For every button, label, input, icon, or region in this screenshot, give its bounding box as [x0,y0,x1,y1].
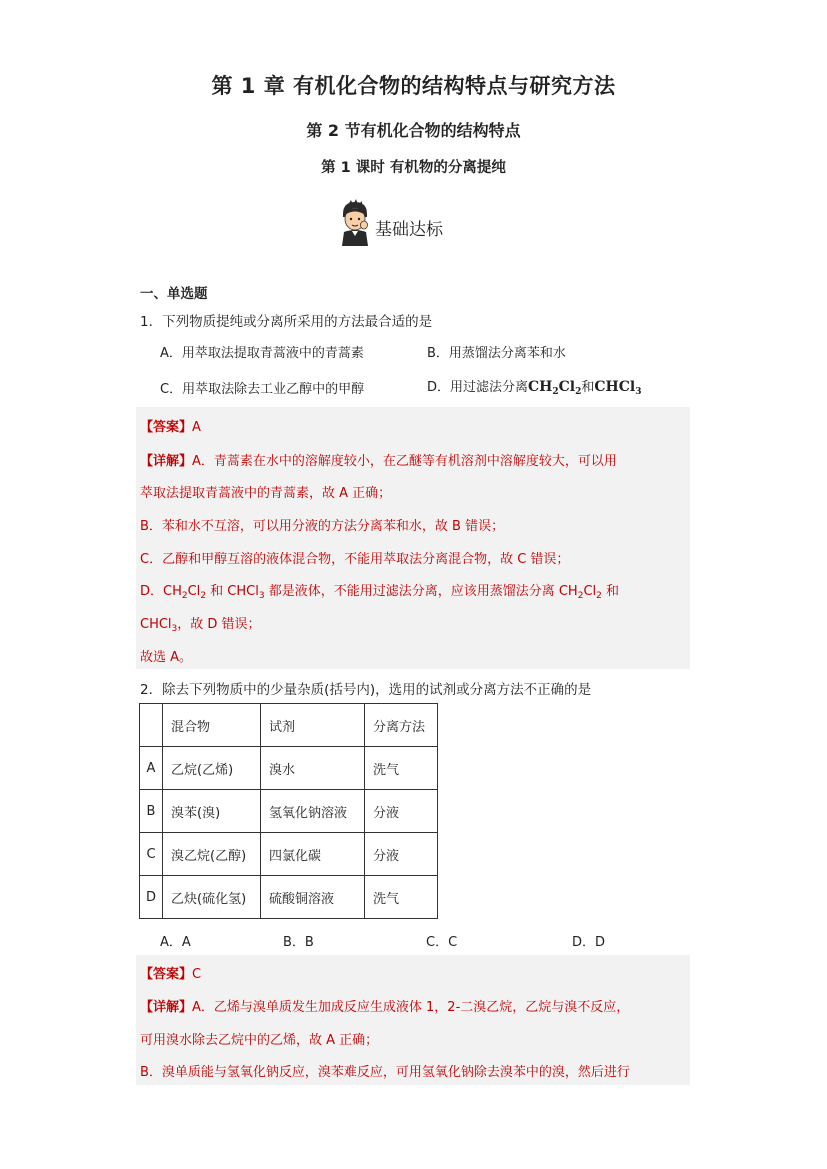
table-row [140,876,438,919]
thinking-student-icon [337,198,373,246]
table-cell: 洗气 [365,747,438,790]
table-header-cell: 混合物 [163,704,261,747]
q2-option-a: A．A [160,935,191,950]
table-cell: C [140,833,163,876]
table-header-cell: 试剂 [261,704,365,747]
table-cell: A [140,747,163,790]
formula-ch2cl2: $CH_2Cl_2$ [528,379,582,397]
badge-label: 基础达标 [375,220,443,240]
table-cell: D [140,876,163,919]
section-heading: 一、单选题 [140,286,208,302]
q1-option-a: A．用萃取法提取青蒿液中的青蒿素 [160,346,364,361]
q1-explain-line-6: CHCl$_3$，故 D 错误； [140,617,261,634]
q1-answer: 【答案】A [140,420,201,435]
q1-conclusion: 故选 A。 [140,650,193,665]
question-2-stem: 2．除去下列物质中的少量杂质(括号内)，选用的试剂或分离方法不正确的是 [140,682,592,698]
q2-option-b: B．B [283,935,314,950]
q1-option-b: B．用蒸馏法分离苯和水 [427,346,566,361]
q1-explain-line-5: D．$CH_2Cl_2$ 和 CHCl$_3$ 都是液体，不能用过滤法分离，应该用蒸馏法分离 $CH_2Cl_2$ 和 [140,584,620,601]
table-cell: 溴苯(溴) [163,790,261,833]
q2-explain-line-1: 【详解】A．乙烯与溴单质发生加成反应生成液体 1，2-二溴乙烷，乙烷与溴不反应， [140,1000,630,1015]
table-row [140,747,438,790]
table-header-row [140,704,438,747]
q1-explain-line-3: B．苯和水不互溶，可以用分液的方法分离苯和水，故 B 错误； [140,519,505,534]
table-cell: 分液 [365,790,438,833]
table-cell: 四氯化碳 [261,833,365,876]
table-cell: 乙烷(乙烯) [163,747,261,790]
q2-option-d: D．D [572,935,606,950]
mixture-table [139,703,438,919]
table-cell: 氢氧化钠溶液 [261,790,365,833]
table-cell: B [140,790,163,833]
q2-option-c: C．C [426,935,458,950]
table-cell: 溴水 [261,747,365,790]
q1-explain-line-1: 【详解】A．青蒿素在水中的溶解度较小，在乙醚等有机溶剂中溶解度较大，可以用 [140,454,617,469]
table-row [140,790,438,833]
chapter-title: 第 1 章 有机化合物的结构特点与研究方法 [211,74,616,98]
q2-explain-line-2: 可用溴水除去乙烷中的乙烯，故 A 正确； [140,1033,379,1048]
table-row [140,833,438,876]
q1-explain-line-2: 萃取法提取青蒿液中的青蒿素，故 A 正确； [140,486,392,501]
table-cell: 硫酸铜溶液 [261,876,365,919]
q1-option-d-prefix: D．用过滤法分离 [427,380,529,395]
q1-option-d: D．用过滤法分离$CH_2Cl_2$和CHCl$_3$ [427,379,642,397]
table-header-cell [140,704,163,747]
lesson-title: 第 1 课时 有机物的分离提纯 [321,160,506,176]
basic-level-badge [337,196,443,246]
question-1-stem: 1．下列物质提纯或分离所采用的方法最合适的是 [140,314,433,330]
q1-explain-line-4: C．乙醇和甲醇互溶的液体混合物，不能用萃取法分离混合物，故 C 错误； [140,552,570,567]
table-cell: 洗气 [365,876,438,919]
table-header-cell: 分离方法 [365,704,438,747]
formula-chcl3: CHCl$_3$ [594,379,642,397]
q2-explain-line-3: B．溴单质能与氢氧化钠反应，溴苯难反应，可用氢氧化钠除去溴苯中的溴，然后进行 [140,1065,630,1080]
section-title: 第 2 节有机化合物的结构特点 [306,121,521,140]
table-cell: 分液 [365,833,438,876]
q1-option-c: C．用萃取法除去工业乙醇中的甲醇 [160,382,365,397]
table-cell: 溴乙烷(乙醇) [163,833,261,876]
table-cell: 乙炔(硫化氢) [163,876,261,919]
q2-answer: 【答案】C [140,967,202,982]
